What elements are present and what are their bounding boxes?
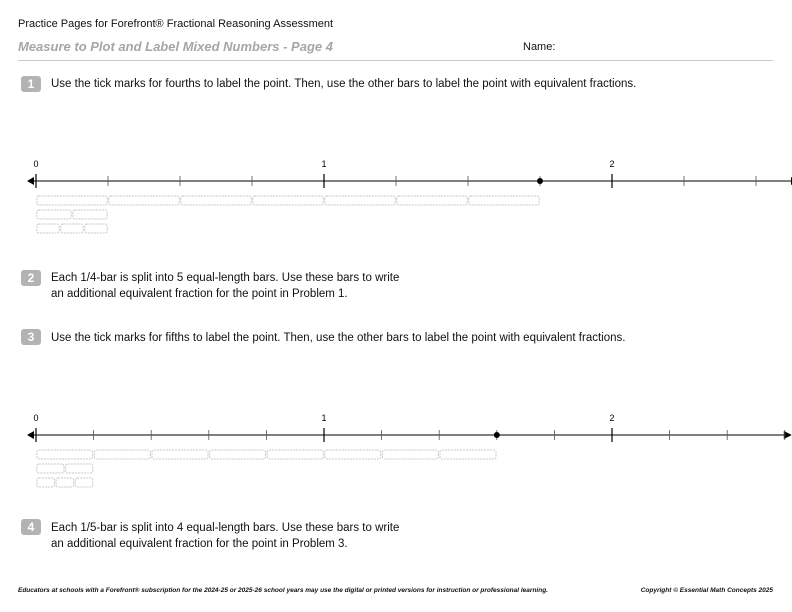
- tick-label-2: 2: [609, 413, 615, 423]
- number-line-2: [0, 404, 792, 504]
- fraction-bar-row1: [469, 196, 539, 205]
- problem-4-line-2: an additional equivalent fraction for the point in Problem 3.: [51, 538, 348, 550]
- fraction-bar-row3: [61, 224, 83, 233]
- fraction-bar-row1: [210, 450, 266, 459]
- number-line-1: [0, 150, 792, 250]
- problem-2-line-1: Each 1/4-bar is split into 5 equal-length bars. Use these bars to write: [51, 272, 400, 284]
- fraction-bar-row3: [37, 478, 55, 487]
- fraction-bar-row3: [85, 224, 107, 233]
- fraction-bar-row3: [37, 224, 59, 233]
- fraction-bar-row1: [253, 196, 323, 205]
- problem-1-badge: 1: [21, 76, 41, 92]
- problem-2-line-2: an additional equivalent fraction for the point in Problem 1.: [51, 288, 348, 300]
- fraction-bar-row2: [66, 464, 93, 473]
- problem-2-badge: 2: [21, 270, 41, 286]
- problem-1-text: [51, 76, 636, 92]
- fraction-bar-row1: [109, 196, 179, 205]
- problem-3-badge: 3: [21, 329, 41, 345]
- fraction-bar-row3: [56, 478, 74, 487]
- plotted-point: [537, 178, 543, 184]
- problem-1-line-1: Use the tick marks for fourths to label the point. Then, use the other bars to label the point with equivalent fractions.: [51, 78, 637, 90]
- problem-3-line-1: Use the tick marks for fifths to label the point. Then, use the other bars to label the point with equivalent fractions.: [51, 332, 626, 344]
- problem-2-text: [51, 270, 399, 302]
- tick-label-1: 1: [321, 159, 327, 169]
- tick-label-0: 0: [33, 413, 39, 423]
- fraction-bar-row1: [325, 450, 381, 459]
- tick-label-0: 0: [33, 159, 39, 169]
- fraction-bar-row1: [382, 450, 438, 459]
- axis-arrow-left-icon: [27, 177, 34, 185]
- fraction-bar-row2: [37, 210, 71, 219]
- problem-4-line-1: Each 1/5-bar is split into 4 equal-length bars. Use these bars to write: [51, 522, 400, 534]
- tick-label-1: 1: [321, 413, 327, 423]
- fraction-bar-row1: [152, 450, 208, 459]
- footer-copyright: Copyright © Essential Math Concepts 2025: [640, 587, 773, 594]
- fraction-bar-row1: [37, 196, 107, 205]
- tick-label-2: 2: [609, 159, 615, 169]
- footer-license-note: Educators at schools with a Forefront® subscription for the 2024-25 or 2025-26 school years may use the digital or printed versions for instruction or professional learning.: [18, 587, 548, 594]
- fraction-bar-row1: [440, 450, 496, 459]
- fraction-bar-row1: [325, 196, 395, 205]
- fraction-bar-row1: [397, 196, 467, 205]
- worksheet-series-title: Practice Pages for Forefront® Fractional Reasoning Assessment: [18, 18, 334, 30]
- problem-4-text: [51, 520, 399, 552]
- fraction-bar-row1: [181, 196, 251, 205]
- fraction-bar-row2: [37, 464, 64, 473]
- fraction-bar-row3: [75, 478, 93, 487]
- page-title: Measure to Plot and Label Mixed Numbers - Page 4: [18, 39, 333, 54]
- header-divider: [18, 60, 773, 61]
- fraction-bar-row1: [37, 450, 93, 459]
- axis-arrow-left-icon: [27, 431, 34, 439]
- fraction-bar-row2: [73, 210, 107, 219]
- name-label: Name:: [523, 41, 556, 53]
- problem-4-badge: 4: [21, 519, 41, 535]
- fraction-bar-row1: [94, 450, 150, 459]
- fraction-bar-row1: [267, 450, 323, 459]
- problem-3-text: [51, 330, 625, 346]
- plotted-point: [494, 432, 500, 438]
